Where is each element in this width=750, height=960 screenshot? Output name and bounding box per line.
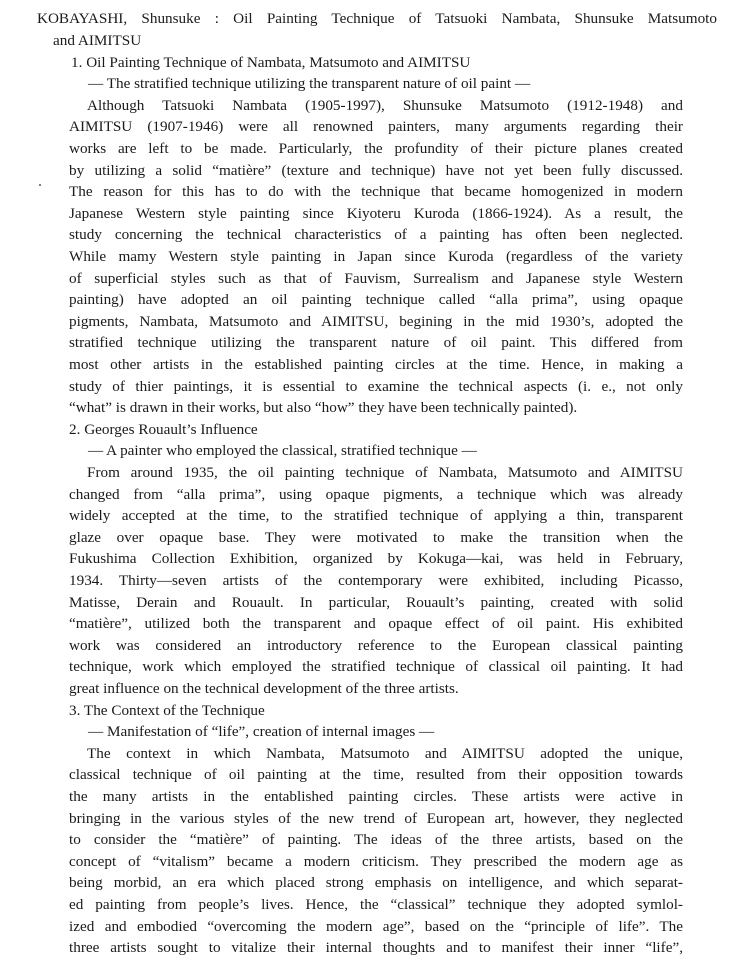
section-heading: 3. The Context of the Technique xyxy=(69,701,265,719)
paragraph-line: “matière”, utilized both the transparent and opaque effect of oil paint. His exhibited xyxy=(69,615,683,633)
paragraph-line: being morbid, an era which placed strong emphasis on intelligence, and which separat- xyxy=(69,874,683,892)
paragraph-line: From around 1935, the oil painting technique of Nambata, Matsumoto and AIMITSU xyxy=(87,463,683,481)
paragraph-line: three artists sought to vitalize their internal thoughts and to manifest their inner “life”, xyxy=(69,939,683,957)
paragraph-line: ized and embodied “overcoming the modern age”, based on the “principle of life”. The xyxy=(69,917,683,935)
paragraph-line: Fukushima Collection Exhibition, organized by Kokuga—kai, was held in February, xyxy=(69,550,683,568)
header-title-line2: and AIMITSU xyxy=(53,32,142,49)
paragraph-line: painting) have adopted an oil painting technique called “alla prima”, using opaque xyxy=(69,291,683,309)
paragraph-line: to consider the “matière” of painting. The ideas of the three artists, based on the xyxy=(69,831,683,849)
paragraph-line: bringing in the various styles of the new trend of European art, however, they neglected xyxy=(69,809,683,827)
paragraph-line: stratified technique utilizing the transparent nature of oil paint. This differed from xyxy=(69,334,683,352)
paragraph-line: work was considered an introductory reference to the European classical painting xyxy=(69,636,683,654)
section-subheading: — Manifestation of “life”, creation of internal images — xyxy=(88,723,435,741)
paragraph-line: most other artists in the established painting circles at the time. Hence, in making a xyxy=(69,355,683,373)
paragraph-line: Matisse, Derain and Rouault. In particular, Rouault’s painting, created with solid xyxy=(69,593,683,611)
section-heading: 1. Oil Painting Technique of Nambata, Matsumoto and AIMITSU xyxy=(71,53,471,71)
paragraph-line: Although Tatsuoki Nambata (1905-1997), Shunsuke Matsumoto (1912-1948) and xyxy=(87,96,683,114)
paragraph-line: classical technique of oil painting at the time, resulted from their opposition towards xyxy=(69,766,683,784)
paragraph-line: Japanese Western style painting since Kiyoteru Kuroda (1866-1924). As a result, the xyxy=(69,204,683,222)
paragraph-line: 1934. Thirty—seven artists of the contemporary were exhibited, including Picasso, xyxy=(69,571,683,589)
paragraph-line: technique, work which employed the stratified technique of classical oil painting. It had xyxy=(69,658,683,676)
section-subheading: — A painter who employed the classical, stratified technique — xyxy=(88,442,477,460)
header-title-line1: KOBAYASHI, Shunsuke : Oil Painting Technique of Tatsuoki Nambata, Shunsuke Matsumoto xyxy=(37,10,717,27)
paragraph-line: glaze over opaque base. They were motivated to make the transition when the xyxy=(69,528,683,546)
paragraph-line: ed painting from people’s lives. Hence, the “classical” technique they adopted symlol- xyxy=(69,895,683,913)
paragraph-line: While mamy Western style painting in Japan since Kuroda (regardless of the variety xyxy=(69,247,683,265)
section-heading: 2. Georges Rouault’s Influence xyxy=(69,420,258,438)
paragraph-line: AIMITSU (1907-1946) were all renowned painters, many arguments regarding their xyxy=(69,118,683,136)
paragraph-line: of superficial styles such as that of Fauvism, Surrealism and Japanese style Western xyxy=(69,269,683,287)
paragraph-line: study of thier paintings, it is essential to examine the technical aspects (i. e., not only xyxy=(69,377,683,395)
scan-speck xyxy=(39,184,41,186)
paragraph-line: widely accepted at the time, to the stratified technique of applying a thin, transparent xyxy=(69,507,683,525)
paragraph-line: The reason for this has to do with the technique that became homogenized in modern xyxy=(69,183,683,201)
paragraph-line: concept of “vitalism” became a modern criticism. They prescribed the modern age as xyxy=(69,852,683,870)
paragraph-line: study concerning the technical characteristics of a painting has often been neglected. xyxy=(69,226,683,244)
paragraph-line: pigments, Nambata, Matsumoto and AIMITSU, begining in the mid 1930’s, adopted the xyxy=(69,312,683,330)
paragraph-line: “what” is drawn in their works, but also “how” they have been technically painted). xyxy=(69,399,578,417)
paragraph-line: changed from “alla prima”, using opaque pigments, a technique which was already xyxy=(69,485,683,503)
paragraph-line: by utilizing a solid “matière” (texture and technique) have not yet been fully discussed. xyxy=(69,161,683,179)
paragraph-line: The context in which Nambata, Matsumoto and AIMITSU adopted the unique, xyxy=(87,744,683,762)
paragraph-line: works are left to be made. Particularly, the profundity of their picture planes created xyxy=(69,139,683,157)
section-subheading: — The stratified technique utilizing the transparent nature of oil paint — xyxy=(88,75,531,93)
paragraph-line: great influence on the technical development of the three artists. xyxy=(69,679,459,697)
paragraph-line: the many artists in the entablished painting circles. These artists were active in xyxy=(69,787,683,805)
